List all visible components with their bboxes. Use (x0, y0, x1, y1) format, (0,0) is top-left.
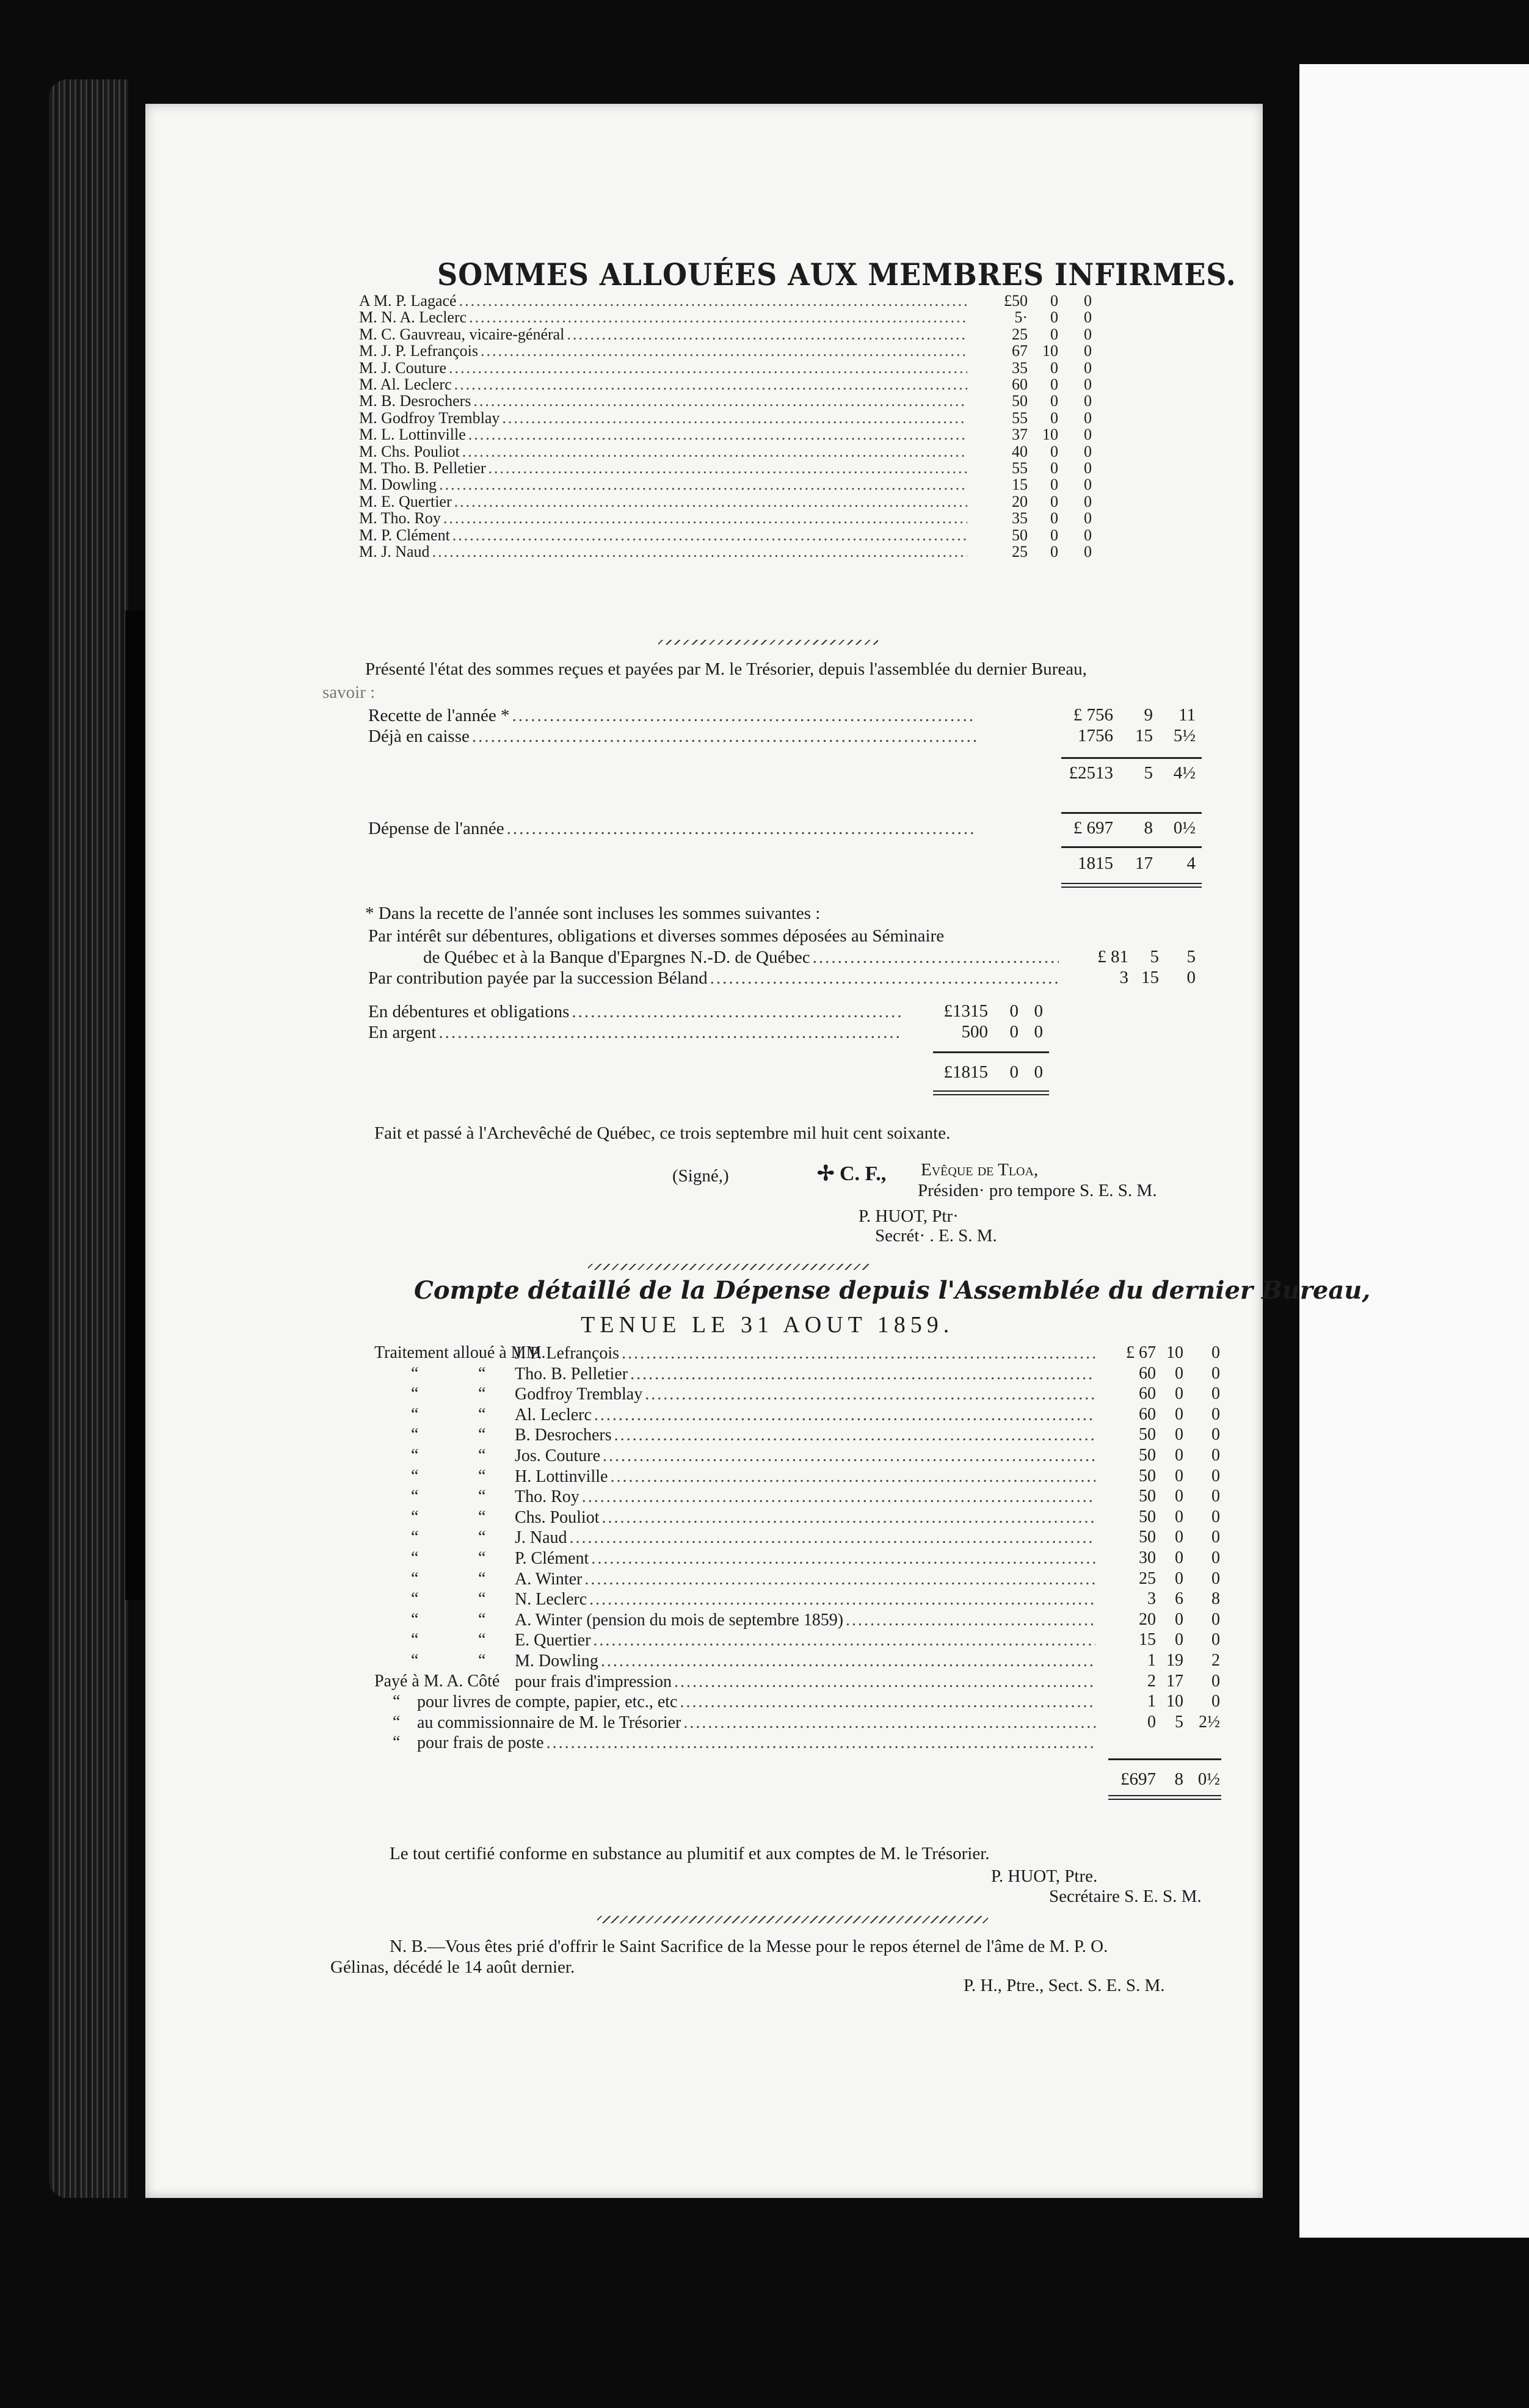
member-shillings: 10 (1042, 426, 1058, 444)
fn-total-s: 0 (1009, 1062, 1019, 1082)
member-pounds: 5· (1014, 308, 1028, 327)
paid-pence: 0 (1211, 1692, 1220, 1711)
detail-pence: 0 (1211, 1548, 1220, 1567)
member-name: M. Tho. Roy (359, 509, 441, 528)
facing-page-edge (1299, 64, 1529, 2238)
member-pence: 0 (1084, 325, 1092, 343)
member-pence: 0 (1084, 543, 1092, 560)
signe-label: (Signé,) (672, 1166, 729, 1186)
paid-name: pour livres de compte, papier, etc., etc (417, 1692, 678, 1712)
detail-row (374, 1630, 1229, 1651)
detail-shillings: 19 (1166, 1651, 1183, 1670)
member-pounds: 50 (1012, 526, 1028, 544)
paid-shillings: 10 (1166, 1692, 1183, 1711)
argent-label: En argent (368, 1023, 437, 1042)
deb-s: 0 (1009, 1001, 1019, 1021)
ditto-mark: “ (411, 1404, 419, 1424)
member-pence: 0 (1084, 492, 1092, 510)
detail-pounds: 50 (1139, 1507, 1156, 1526)
detail-shillings: 0 (1175, 1630, 1183, 1650)
detail-shillings: 0 (1175, 1487, 1183, 1506)
deb-label: En débentures et obligations (368, 1002, 570, 1021)
infirm-row (359, 443, 1104, 461)
detail-row (374, 1589, 1229, 1610)
rule-fn-under (933, 1090, 1049, 1092)
detail-pence: 0 (1211, 1487, 1220, 1506)
detail-name: Tho. Roy (515, 1487, 579, 1507)
divider-ornament (658, 640, 878, 645)
member-pounds: 35 (1012, 358, 1028, 377)
ditto-mark: “ (478, 1568, 486, 1588)
nb-signature: P. H., Ptre., Sect. S. E. S. M. (964, 1976, 1165, 1995)
footnote-line2-row (368, 968, 1061, 988)
detail-shillings: 0 (1175, 1609, 1183, 1629)
infirm-title: SOMMES ALLOUÉES AUX MEMBRES INFIRMES. (437, 256, 1237, 292)
detail-pounds: 50 (1139, 1446, 1156, 1465)
member-shillings: 0 (1050, 492, 1058, 510)
detail-row (374, 1405, 1229, 1426)
detail-row (374, 1610, 1229, 1631)
detail-pounds: 50 (1139, 1425, 1156, 1445)
rule-fn-under2 (933, 1094, 1049, 1095)
infirm-row (359, 392, 1104, 410)
eveque-title: Evêque de Tloa, (921, 1160, 1039, 1180)
detail-pounds: 60 (1139, 1384, 1156, 1404)
detail-pounds: 50 (1139, 1528, 1156, 1547)
ditto-mark: “ (411, 1609, 419, 1629)
detail-row (374, 1569, 1229, 1590)
footnote-line1a: Par intérêt sur débentures, obligations et diverses sommes déposées au Séminaire (368, 926, 945, 946)
infirm-row (359, 308, 1104, 327)
fn1-s: 5 (1150, 947, 1159, 966)
detail-name: A. Winter (515, 1569, 583, 1589)
member-shillings: 0 (1050, 526, 1058, 544)
book-spine (49, 79, 128, 2198)
infirm-row (359, 526, 1104, 545)
paid-shillings: 5 (1175, 1712, 1183, 1732)
member-shillings: 0 (1050, 358, 1058, 377)
paid-pence: 0 (1211, 1671, 1220, 1691)
detail-row (374, 1446, 1229, 1467)
ditto-mark: “ (411, 1425, 419, 1445)
detail-subtitle: TENUE LE 31 AOUT 1859. (581, 1312, 954, 1338)
detail-row (374, 1528, 1229, 1548)
footnote-line1b-row (423, 947, 1061, 968)
total1-d: 4½ (1173, 763, 1196, 783)
paid-prefix: Payé à M. A. Côté (374, 1671, 500, 1691)
depense-d: 0½ (1173, 818, 1196, 838)
huot-sig1: P. HUOT, Ptr· (859, 1206, 959, 1226)
detail-shillings: 10 (1166, 1343, 1183, 1362)
detail-total-s: 8 (1174, 1769, 1183, 1789)
member-pence: 0 (1084, 476, 1092, 494)
member-name: M. L. Lottinville (359, 426, 466, 444)
member-name: M. C. Gauvreau, vicaire-général (359, 325, 565, 343)
member-pounds: 67 (1012, 342, 1028, 360)
detail-pence: 0 (1211, 1609, 1220, 1629)
detail-pence: 0 (1211, 1446, 1220, 1465)
balance-d: 4 (1186, 854, 1196, 873)
recette-row (368, 705, 1125, 726)
detail-row (374, 1343, 1229, 1364)
detail-shillings: 0 (1175, 1404, 1183, 1424)
ditto-mark: “ (411, 1630, 419, 1650)
ditto-mark: “ (478, 1425, 486, 1445)
detail-name: H. Lottinville (515, 1467, 608, 1486)
detail-shillings: 0 (1175, 1507, 1183, 1526)
rule-balance-under (1061, 883, 1202, 884)
infirm-row (359, 459, 1104, 477)
member-pounds: 25 (1012, 543, 1028, 560)
member-pence: 0 (1084, 408, 1092, 427)
huot-sig2: P. HUOT, Ptre. (991, 1866, 1098, 1886)
deb-l: £1315 (943, 1001, 988, 1021)
detail-name: Al. Leclerc (515, 1405, 592, 1424)
member-pounds: 55 (1012, 459, 1028, 477)
member-pounds: 35 (1012, 509, 1028, 528)
paid-pounds: 2 (1147, 1671, 1156, 1691)
member-pence: 0 (1084, 375, 1092, 393)
fn1-d: 5 (1186, 947, 1196, 966)
recette-label: Recette de l'année * (368, 706, 510, 725)
member-shillings: 0 (1050, 308, 1058, 327)
ditto-mark: “ (478, 1363, 486, 1383)
detail-name: M. Dowling (515, 1652, 598, 1670)
rule-fn-total (933, 1051, 1049, 1053)
ditto-mark: “ (411, 1589, 419, 1609)
member-name: A M. P. Lagacé (359, 292, 457, 310)
caisse-label: Déjà en caisse (368, 727, 470, 746)
ditto-mark: “ (478, 1651, 486, 1670)
member-shillings: 0 (1050, 408, 1058, 427)
ditto-mark: “ (478, 1609, 486, 1629)
president-line: Présiden· pro tempore S. E. S. M. (918, 1181, 1157, 1200)
paid-row (374, 1672, 1229, 1692)
detail-name: Chs. Pouliot (515, 1507, 600, 1527)
fn2-l: 3 (1119, 968, 1128, 987)
detail-lead-label: Traitement alloué à MM. (374, 1343, 546, 1362)
paid-name: pour frais d'impression (515, 1672, 672, 1691)
ditto-mark: “ (411, 1466, 419, 1485)
detail-name: Godfroy Tremblay (515, 1385, 643, 1404)
member-pence: 0 (1084, 342, 1092, 360)
deb-row (368, 1001, 906, 1022)
detail-shillings: 0 (1175, 1446, 1183, 1465)
detail-pence: 0 (1211, 1425, 1220, 1445)
detail-pence: 0 (1211, 1466, 1220, 1485)
infirm-row (359, 342, 1104, 360)
footnote-line2: Par contribution payée par la succession Béland (368, 968, 708, 988)
infirm-row (359, 543, 1104, 561)
detail-pence: 0 (1211, 1507, 1220, 1526)
paid-row (374, 1713, 1229, 1733)
detail-row (374, 1425, 1229, 1446)
infirm-row (359, 493, 1104, 511)
paid-name: pour frais de poste (417, 1733, 544, 1753)
detail-pence: 8 (1211, 1589, 1220, 1609)
detail-pence: 0 (1211, 1568, 1220, 1588)
document-page (145, 104, 1371, 2198)
member-pence: 0 (1084, 308, 1092, 327)
detail-name: J. P. Lefrançois (515, 1344, 620, 1363)
member-name: M. N. A. Leclerc (359, 308, 467, 327)
ditto-mark: “ (478, 1548, 486, 1567)
member-pounds: 15 (1012, 476, 1028, 494)
treasurer-savoir: savoir : (322, 683, 376, 702)
member-pounds: 60 (1012, 375, 1028, 393)
secretaire-line: Secrétaire S. E. S. M. (1049, 1887, 1202, 1906)
secret-line1: Secrét· . E. S. M. (875, 1226, 997, 1246)
detail-row (374, 1507, 1229, 1528)
ditto-mark: “ (478, 1507, 486, 1526)
detail-shillings: 0 (1175, 1363, 1183, 1383)
member-name: M. B. Desrochers (359, 392, 471, 410)
paid-pounds: 0 (1147, 1712, 1156, 1732)
member-shillings: 0 (1050, 375, 1058, 393)
member-shillings: 0 (1050, 476, 1058, 494)
member-name: M. Tho. B. Pelletier (359, 459, 486, 477)
detail-total-l: £697 (1120, 1769, 1156, 1789)
detail-pence: 0 (1211, 1404, 1220, 1424)
member-name: M. J. Naud (359, 543, 430, 560)
ditto-mark: “ (478, 1528, 486, 1547)
member-name: M. Al. Leclerc (359, 375, 452, 393)
treasurer-intro: Présenté l'état des sommes reçues et payées par M. le Trésorier, depuis l'assemblée du dernier Bureau, (365, 659, 1087, 679)
paid-row (374, 1733, 1229, 1753)
fn-total-l: £1815 (943, 1062, 988, 1082)
ditto-mark: “ (411, 1507, 419, 1526)
infirm-row (359, 509, 1104, 528)
detail-pounds: 15 (1139, 1630, 1156, 1650)
detail-row (374, 1384, 1229, 1405)
depense-label: Dépense de l'année (368, 819, 504, 838)
deb-d: 0 (1034, 1001, 1043, 1021)
certifie-line: Le tout certifié conforme en substance au plumitif et aux comptes de M. le Trésorier. (390, 1844, 990, 1863)
member-name: M. Dowling (359, 476, 437, 494)
rule-balance-under2 (1061, 887, 1202, 888)
detail-pounds: 1 (1147, 1651, 1156, 1670)
cf-signature: ✢ C. F., (817, 1162, 887, 1185)
member-pounds: 55 (1012, 408, 1028, 427)
member-shillings: 0 (1050, 392, 1058, 410)
rule-balance (1061, 846, 1202, 848)
member-pounds: 20 (1012, 492, 1028, 510)
member-pence: 0 (1084, 509, 1092, 528)
infirm-row (359, 359, 1104, 377)
divider-ornament-3 (597, 1916, 988, 1923)
ditto-mark: “ (478, 1487, 486, 1506)
ditto-mark: “ (478, 1466, 486, 1485)
paid-prefix: “ (393, 1733, 401, 1752)
detail-row (374, 1364, 1229, 1385)
infirm-row (359, 409, 1104, 427)
detail-row (374, 1651, 1229, 1672)
detail-pence: 0 (1211, 1630, 1220, 1650)
ditto-mark: “ (411, 1568, 419, 1588)
detail-pounds: 50 (1139, 1487, 1156, 1506)
ditto-mark: “ (411, 1548, 419, 1567)
detail-name: J. Naud (515, 1528, 567, 1548)
footnote-line1b: de Québec et à la Banque d'Epargnes N.-D. de Québec (423, 948, 810, 967)
member-name: M. Godfroy Tremblay (359, 408, 500, 427)
rule-detail-total (1108, 1758, 1221, 1760)
detail-pence: 0 (1211, 1384, 1220, 1404)
member-shillings: 0 (1050, 325, 1058, 343)
ditto-mark: “ (478, 1404, 486, 1424)
detail-shillings: 6 (1175, 1589, 1183, 1609)
detail-name: P. Clément (515, 1549, 589, 1568)
recette-d: 11 (1179, 705, 1196, 725)
balance-l: 1815 (1078, 854, 1113, 873)
member-shillings: 0 (1050, 292, 1058, 310)
caisse-s: 15 (1135, 726, 1153, 745)
detail-row (374, 1487, 1229, 1507)
paid-row (374, 1692, 1229, 1713)
infirm-row (359, 325, 1104, 344)
detail-pounds: 3 (1147, 1589, 1156, 1609)
divider-ornament-2 (588, 1264, 869, 1270)
detail-row (374, 1467, 1229, 1487)
detail-pence: 0 (1211, 1528, 1220, 1547)
detail-name: A. Winter (pension du mois de septembre 1859) (515, 1610, 844, 1630)
detail-pounds: 30 (1139, 1548, 1156, 1567)
member-pence: 0 (1084, 459, 1092, 477)
detail-pounds: 60 (1139, 1404, 1156, 1424)
member-pounds: 50 (1012, 392, 1028, 410)
detail-shillings: 0 (1175, 1384, 1183, 1404)
member-pounds: £50 (1004, 292, 1028, 310)
detail-title: Compte détaillé de la Dépense depuis l'Assemblée du dernier Bureau, (414, 1276, 1371, 1305)
member-pence: 0 (1084, 526, 1092, 544)
paid-pounds: 1 (1147, 1692, 1156, 1711)
ditto-mark: “ (411, 1651, 419, 1670)
balance-s: 17 (1135, 854, 1153, 873)
detail-pounds: 50 (1139, 1466, 1156, 1485)
member-name: M. J. P. Lefrançois (359, 342, 478, 360)
detail-shillings: 0 (1175, 1568, 1183, 1588)
paid-prefix: “ (393, 1712, 401, 1732)
detail-name: E. Quertier (515, 1631, 591, 1650)
total1-s: 5 (1144, 763, 1153, 783)
recette-s: 9 (1144, 705, 1153, 725)
detail-pounds: £ 67 (1126, 1343, 1156, 1362)
detail-shillings: 0 (1175, 1548, 1183, 1567)
caisse-l: 1756 (1078, 726, 1113, 745)
caisse-d: 5½ (1173, 726, 1196, 745)
detail-total-d: 0½ (1197, 1769, 1220, 1789)
detail-name: Tho. B. Pelletier (515, 1364, 628, 1384)
detail-name: B. Desrochers (515, 1426, 612, 1445)
argent-l: 500 (961, 1022, 988, 1042)
member-pence: 0 (1084, 392, 1092, 410)
member-pounds: 37 (1012, 426, 1028, 444)
argent-s: 0 (1009, 1022, 1019, 1042)
nb-line1: N. B.—Vous êtes prié d'offrir le Saint Sacrifice de la Messe pour le repos éternel de l'âme de M. P. O. (390, 1937, 1108, 1956)
member-pence: 0 (1084, 442, 1092, 460)
ditto-mark: “ (411, 1384, 419, 1404)
fn2-d: 0 (1186, 968, 1196, 987)
member-pence: 0 (1084, 292, 1092, 310)
rule-depense (1061, 812, 1202, 814)
argent-d: 0 (1034, 1022, 1043, 1042)
rule-detail-under (1108, 1795, 1221, 1796)
member-shillings: 0 (1050, 509, 1058, 528)
fn2-s: 15 (1141, 968, 1159, 987)
infirm-row (359, 426, 1104, 444)
ditto-mark: “ (411, 1363, 419, 1383)
detail-shillings: 0 (1175, 1425, 1183, 1445)
member-pounds: 25 (1012, 325, 1028, 343)
footnote-intro: * Dans la recette de l'année sont incluses les sommes suivantes : (365, 904, 821, 923)
fn1-l: £ 81 (1097, 947, 1128, 966)
member-shillings: 10 (1042, 342, 1058, 360)
total1-l: £2513 (1069, 763, 1113, 783)
ditto-mark: “ (411, 1528, 419, 1547)
detail-pence: 0 (1211, 1343, 1220, 1362)
depense-l: £ 697 (1073, 818, 1113, 838)
fait-line: Fait et passé à l'Archevêché de Québec, ce trois septembre mil huit cent soixante. (374, 1123, 951, 1143)
member-name: M. E. Quertier (359, 492, 452, 510)
detail-name: N. Leclerc (515, 1590, 587, 1609)
member-shillings: 0 (1050, 442, 1058, 460)
paid-name: au commissionnaire de M. le Trésorier (417, 1713, 681, 1732)
caisse-row (368, 726, 1125, 747)
ditto-mark: “ (478, 1384, 486, 1404)
member-pence: 0 (1084, 358, 1092, 377)
ditto-mark: “ (478, 1589, 486, 1609)
detail-pounds: 25 (1139, 1568, 1156, 1588)
ditto-mark: “ (478, 1630, 486, 1650)
nb-line2: Gélinas, décédé le 14 août dernier. (330, 1957, 575, 1977)
member-name: M. P. Clément (359, 526, 450, 544)
infirm-row (359, 476, 1104, 494)
member-shillings: 0 (1050, 543, 1058, 560)
member-pounds: 40 (1012, 442, 1028, 460)
detail-shillings: 0 (1175, 1528, 1183, 1547)
rule-detail-under2 (1108, 1799, 1221, 1800)
member-shillings: 0 (1050, 459, 1058, 477)
detail-shillings: 0 (1175, 1466, 1183, 1485)
ditto-mark: “ (478, 1446, 486, 1465)
fn-total-d: 0 (1034, 1062, 1043, 1082)
infirm-row (359, 375, 1104, 394)
member-name: M. Chs. Pouliot (359, 442, 460, 460)
member-pence: 0 (1084, 426, 1092, 444)
paid-shillings: 17 (1166, 1671, 1183, 1691)
depense-s: 8 (1144, 818, 1153, 838)
detail-pence: 0 (1211, 1363, 1220, 1383)
ditto-mark: “ (411, 1487, 419, 1506)
paid-prefix: “ (393, 1692, 401, 1711)
depense-row (368, 818, 1125, 839)
rule-total1 (1061, 757, 1202, 759)
ditto-mark: “ (411, 1446, 419, 1465)
detail-pounds: 60 (1139, 1363, 1156, 1383)
recette-l: £ 756 (1073, 705, 1113, 725)
detail-name: Jos. Couture (515, 1446, 600, 1465)
detail-pounds: 20 (1139, 1609, 1156, 1629)
paid-pence: 2½ (1199, 1712, 1220, 1732)
detail-pence: 2 (1211, 1651, 1220, 1670)
member-name: M. J. Couture (359, 358, 446, 377)
infirm-row (359, 292, 1104, 310)
argent-row (368, 1022, 906, 1043)
detail-row (374, 1548, 1229, 1569)
